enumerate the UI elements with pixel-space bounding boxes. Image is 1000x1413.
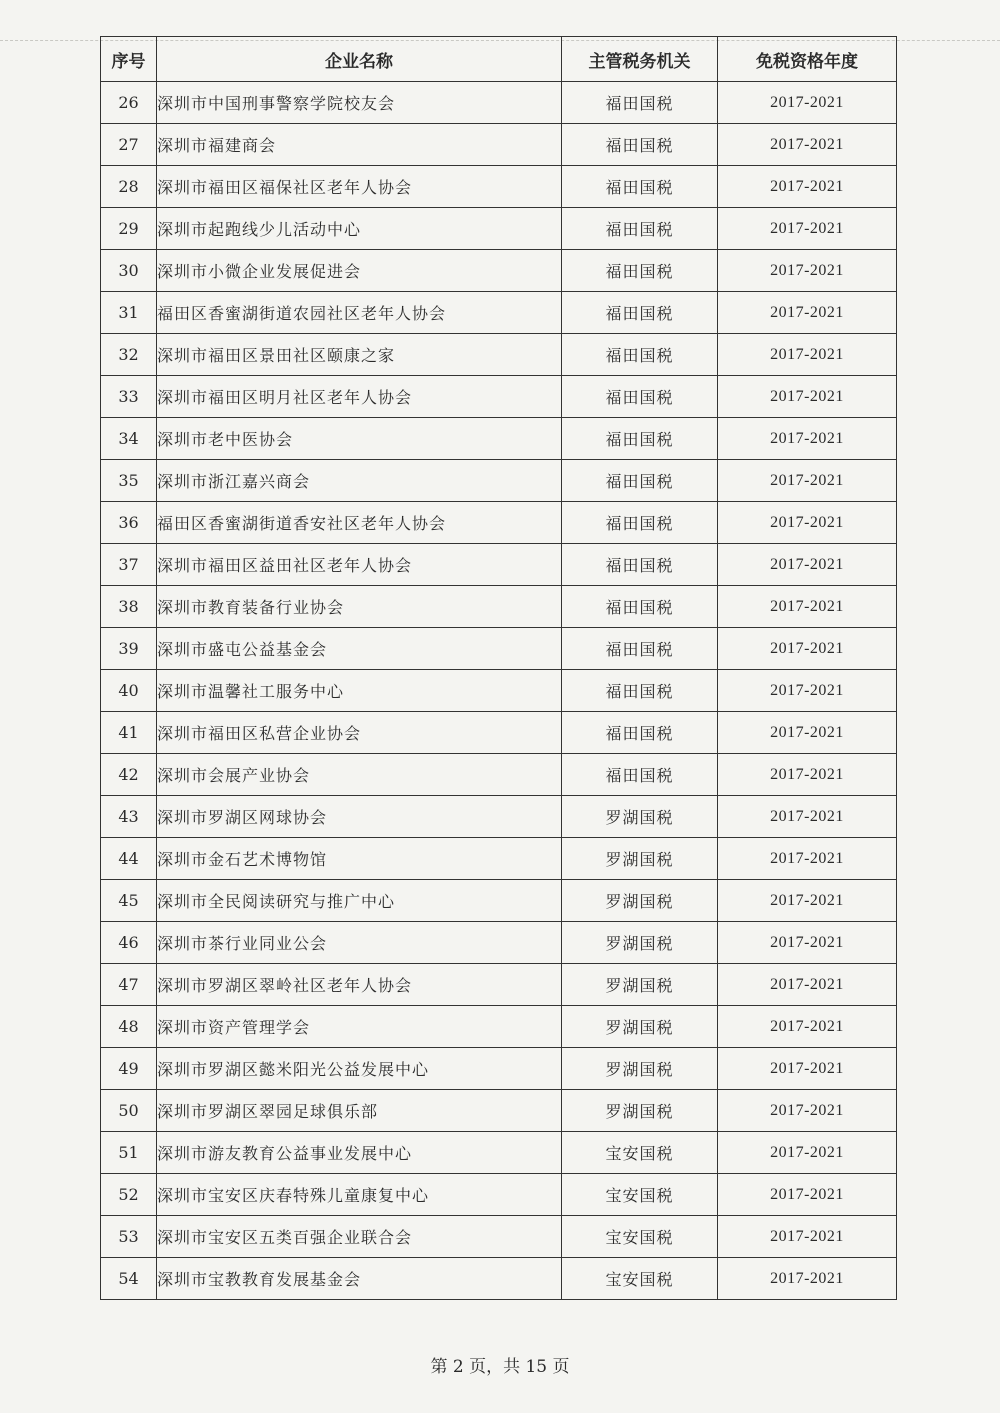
header-index: 序号 (101, 37, 157, 82)
row-index: 50 (101, 1090, 157, 1132)
row-org-name: 福田区香蜜湖街道香安社区老年人协会 (157, 502, 562, 544)
row-tax-authority: 福田国税 (562, 82, 718, 124)
row-tax-authority: 罗湖国税 (562, 922, 718, 964)
row-index: 32 (101, 334, 157, 376)
row-org-name: 深圳市老中医协会 (157, 418, 562, 460)
row-index: 35 (101, 460, 157, 502)
row-tax-authority: 福田国税 (562, 712, 718, 754)
row-index: 28 (101, 166, 157, 208)
row-exempt-years: 2017-2021 (718, 1048, 897, 1090)
table-row (101, 208, 897, 250)
row-org-name: 深圳市全民阅读研究与推广中心 (157, 880, 562, 922)
row-exempt-years: 2017-2021 (718, 796, 897, 838)
row-org-name: 深圳市罗湖区翠园足球俱乐部 (157, 1090, 562, 1132)
row-exempt-years: 2017-2021 (718, 250, 897, 292)
row-org-name: 深圳市金石艺术博物馆 (157, 838, 562, 880)
row-exempt-years: 2017-2021 (718, 1258, 897, 1300)
row-tax-authority: 福田国税 (562, 250, 718, 292)
row-exempt-years: 2017-2021 (718, 964, 897, 1006)
row-index: 30 (101, 250, 157, 292)
table-row (101, 922, 897, 964)
table-row (101, 376, 897, 418)
row-index: 52 (101, 1174, 157, 1216)
row-tax-authority: 罗湖国税 (562, 796, 718, 838)
row-index: 36 (101, 502, 157, 544)
row-index: 54 (101, 1258, 157, 1300)
row-exempt-years: 2017-2021 (718, 1090, 897, 1132)
table-row (101, 1090, 897, 1132)
row-org-name: 深圳市中国刑事警察学院校友会 (157, 82, 562, 124)
row-exempt-years: 2017-2021 (718, 922, 897, 964)
table-row (101, 292, 897, 334)
header-name: 企业名称 (157, 37, 562, 82)
row-exempt-years: 2017-2021 (718, 670, 897, 712)
row-index: 43 (101, 796, 157, 838)
tax-exempt-table-container (100, 36, 896, 1300)
row-exempt-years: 2017-2021 (718, 460, 897, 502)
table-row (101, 1174, 897, 1216)
row-tax-authority: 罗湖国税 (562, 1048, 718, 1090)
row-index: 47 (101, 964, 157, 1006)
row-exempt-years: 2017-2021 (718, 82, 897, 124)
table-row (101, 124, 897, 166)
table-body (101, 82, 897, 1300)
row-index: 45 (101, 880, 157, 922)
row-org-name: 深圳市福田区明月社区老年人协会 (157, 376, 562, 418)
row-index: 31 (101, 292, 157, 334)
row-exempt-years: 2017-2021 (718, 754, 897, 796)
row-index: 41 (101, 712, 157, 754)
header-years: 免税资格年度 (718, 37, 897, 82)
row-index: 46 (101, 922, 157, 964)
row-tax-authority: 宝安国税 (562, 1174, 718, 1216)
row-exempt-years: 2017-2021 (718, 334, 897, 376)
table-row (101, 586, 897, 628)
row-index: 34 (101, 418, 157, 460)
row-index: 29 (101, 208, 157, 250)
row-tax-authority: 罗湖国税 (562, 838, 718, 880)
row-index: 48 (101, 1006, 157, 1048)
row-org-name: 深圳市会展产业协会 (157, 754, 562, 796)
row-exempt-years: 2017-2021 (718, 712, 897, 754)
row-exempt-years: 2017-2021 (718, 880, 897, 922)
row-index: 27 (101, 124, 157, 166)
row-org-name: 深圳市福建商会 (157, 124, 562, 166)
row-exempt-years: 2017-2021 (718, 292, 897, 334)
row-index: 38 (101, 586, 157, 628)
table-row (101, 838, 897, 880)
row-exempt-years: 2017-2021 (718, 1216, 897, 1258)
row-org-name: 深圳市罗湖区翠岭社区老年人协会 (157, 964, 562, 1006)
row-exempt-years: 2017-2021 (718, 166, 897, 208)
row-org-name: 深圳市小微企业发展促进会 (157, 250, 562, 292)
table-row (101, 628, 897, 670)
table-row (101, 754, 897, 796)
row-exempt-years: 2017-2021 (718, 1174, 897, 1216)
row-org-name: 深圳市茶行业同业公会 (157, 922, 562, 964)
row-exempt-years: 2017-2021 (718, 1006, 897, 1048)
row-exempt-years: 2017-2021 (718, 586, 897, 628)
row-index: 40 (101, 670, 157, 712)
row-org-name: 深圳市游友教育公益事业发展中心 (157, 1132, 562, 1174)
row-org-name: 深圳市温馨社工服务中心 (157, 670, 562, 712)
row-org-name: 深圳市宝安区庆春特殊儿童康复中心 (157, 1174, 562, 1216)
row-exempt-years: 2017-2021 (718, 208, 897, 250)
row-tax-authority: 罗湖国税 (562, 880, 718, 922)
row-exempt-years: 2017-2021 (718, 376, 897, 418)
table-row (101, 82, 897, 124)
row-index: 53 (101, 1216, 157, 1258)
row-tax-authority: 罗湖国税 (562, 1006, 718, 1048)
row-exempt-years: 2017-2021 (718, 1132, 897, 1174)
header-authority: 主管税务机关 (562, 37, 718, 82)
row-exempt-years: 2017-2021 (718, 418, 897, 460)
row-index: 39 (101, 628, 157, 670)
row-tax-authority: 福田国税 (562, 208, 718, 250)
row-tax-authority: 宝安国税 (562, 1258, 718, 1300)
row-org-name: 深圳市宝安区五类百强企业联合会 (157, 1216, 562, 1258)
row-tax-authority: 福田国税 (562, 544, 718, 586)
table-row (101, 502, 897, 544)
row-tax-authority: 福田国税 (562, 586, 718, 628)
table-row (101, 250, 897, 292)
row-org-name: 福田区香蜜湖街道农园社区老年人协会 (157, 292, 562, 334)
table-row (101, 1258, 897, 1300)
row-tax-authority: 罗湖国税 (562, 1090, 718, 1132)
table-row (101, 1216, 897, 1258)
row-exempt-years: 2017-2021 (718, 124, 897, 166)
row-exempt-years: 2017-2021 (718, 544, 897, 586)
row-index: 42 (101, 754, 157, 796)
row-org-name: 深圳市资产管理学会 (157, 1006, 562, 1048)
row-tax-authority: 福田国税 (562, 292, 718, 334)
page-number: 第 2 页，共 15 页 (430, 1357, 570, 1377)
row-tax-authority: 福田国税 (562, 670, 718, 712)
row-org-name: 深圳市起跑线少儿活动中心 (157, 208, 562, 250)
table-row (101, 1132, 897, 1174)
row-org-name: 深圳市福田区福保社区老年人协会 (157, 166, 562, 208)
row-tax-authority: 福田国税 (562, 166, 718, 208)
row-exempt-years: 2017-2021 (718, 628, 897, 670)
row-exempt-years: 2017-2021 (718, 502, 897, 544)
row-org-name: 深圳市罗湖区网球协会 (157, 796, 562, 838)
table-row (101, 796, 897, 838)
table-row (101, 166, 897, 208)
table-row (101, 880, 897, 922)
table-row (101, 544, 897, 586)
tax-exempt-table (100, 36, 897, 1300)
row-tax-authority: 福田国税 (562, 460, 718, 502)
table-row (101, 1048, 897, 1090)
table-row (101, 712, 897, 754)
table-row (101, 964, 897, 1006)
row-org-name: 深圳市罗湖区懿米阳光公益发展中心 (157, 1048, 562, 1090)
row-index: 49 (101, 1048, 157, 1090)
row-org-name: 深圳市福田区益田社区老年人协会 (157, 544, 562, 586)
row-tax-authority: 罗湖国税 (562, 964, 718, 1006)
table-row (101, 1006, 897, 1048)
row-org-name: 深圳市福田区私营企业协会 (157, 712, 562, 754)
table-header-row (101, 37, 897, 82)
table-row (101, 418, 897, 460)
row-tax-authority: 福田国税 (562, 376, 718, 418)
row-org-name: 深圳市盛屯公益基金会 (157, 628, 562, 670)
table-row (101, 670, 897, 712)
row-org-name: 深圳市宝教教育发展基金会 (157, 1258, 562, 1300)
row-org-name: 深圳市浙江嘉兴商会 (157, 460, 562, 502)
row-tax-authority: 福田国税 (562, 502, 718, 544)
row-tax-authority: 福田国税 (562, 754, 718, 796)
table-row (101, 460, 897, 502)
row-index: 44 (101, 838, 157, 880)
row-org-name: 深圳市教育装备行业协会 (157, 586, 562, 628)
row-tax-authority: 福田国税 (562, 334, 718, 376)
row-exempt-years: 2017-2021 (718, 838, 897, 880)
row-tax-authority: 宝安国税 (562, 1216, 718, 1258)
row-index: 37 (101, 544, 157, 586)
row-index: 26 (101, 82, 157, 124)
row-tax-authority: 福田国税 (562, 628, 718, 670)
row-index: 51 (101, 1132, 157, 1174)
row-index: 33 (101, 376, 157, 418)
row-org-name: 深圳市福田区景田社区颐康之家 (157, 334, 562, 376)
table-row (101, 334, 897, 376)
row-tax-authority: 福田国税 (562, 124, 718, 166)
row-tax-authority: 福田国税 (562, 418, 718, 460)
row-tax-authority: 宝安国税 (562, 1132, 718, 1174)
